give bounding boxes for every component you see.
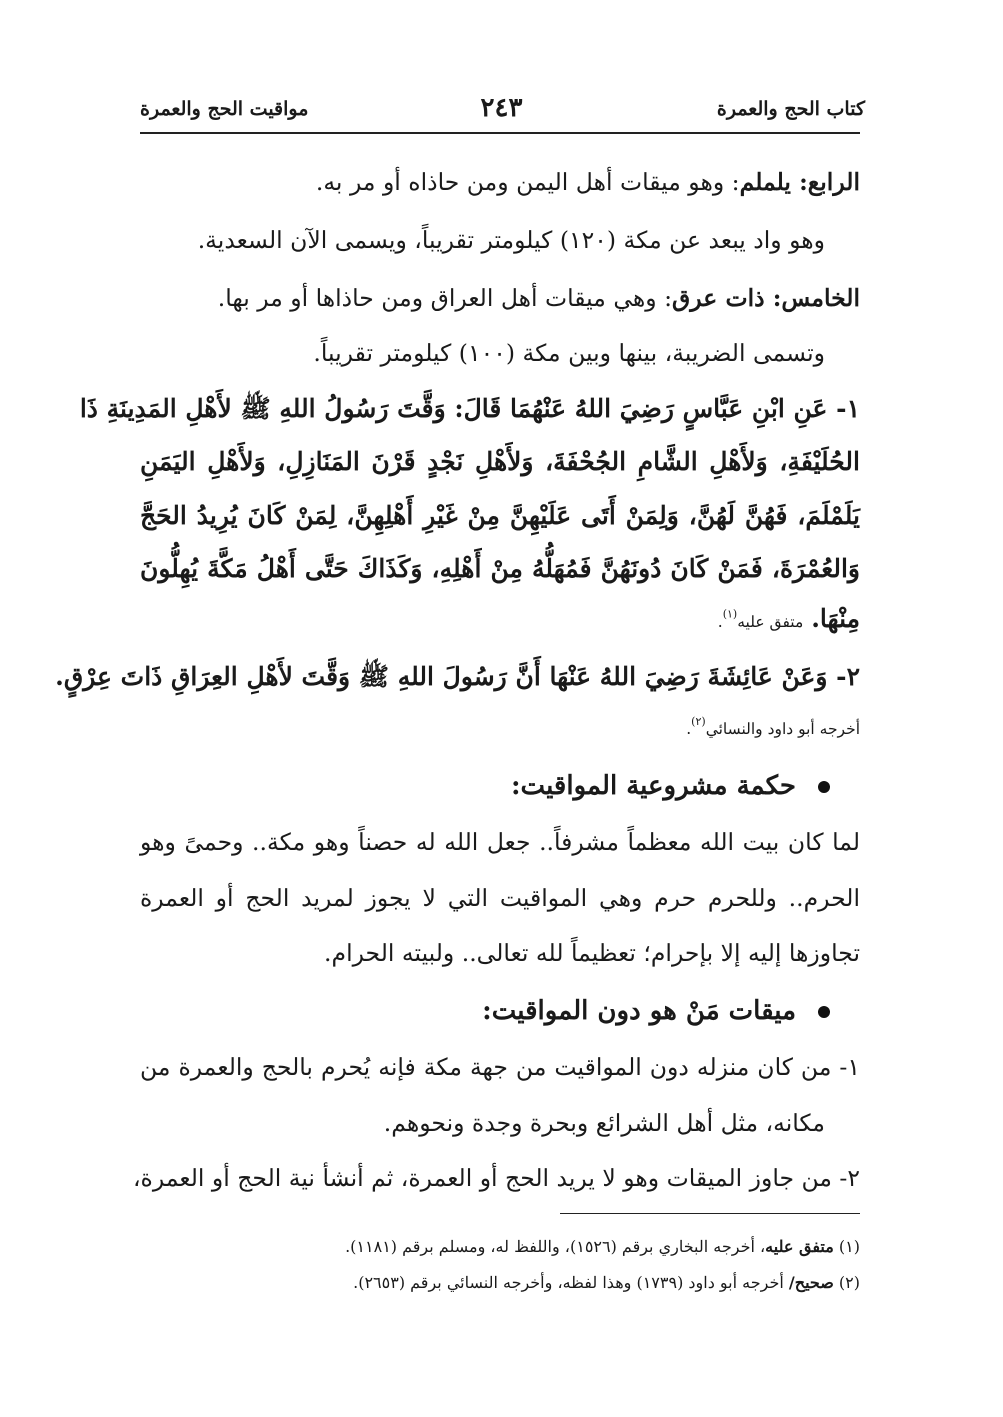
hadith2-line1: ٢- وَعَنْ عَائِشَةَ رَضِيَ اللهُ عَنْهَا أَنَّ رَسُولَ اللهِ ﷺ وَقَّتَ لأَهْلِ العِرَاقِ ذَاتَ عِرْقٍ. (55, 662, 860, 691)
wisdom-line1: لما كان بيت الله معظماً مشرفاً.. جعل الله له حصناً وهو مكة.. وحمىً وهو (140, 828, 860, 856)
paragraph-yalamlam-distance: وهو واد يبعد عن مكة (١٢٠) كيلومتر تقريباً، ويسمى الآن السعدية. (197, 226, 825, 254)
fourth-miqat-text: : وهو ميقات أهل اليمن ومن حاذاه أو مر به. (315, 168, 740, 196)
hadith2-footnote-ref: (٢) (691, 715, 706, 729)
hadith1-source: متفق عليه (737, 613, 804, 631)
hadith1-line2: الحُلَيْفَةِ، وَلأَهْلِ الشَّامِ الجُحْفَةَ، وَلأَهْلِ نَجْدٍ قَرْنَ المَنَازِلِ، وَلأَهْلِ اليَمَنِ (140, 447, 860, 476)
footnote-2-label: صحيح/ (788, 1273, 834, 1292)
page-number: ٢٤٣ (480, 93, 523, 123)
paragraph-fifth-miqat (218, 284, 860, 312)
hadith2-source: أخرجه أبو داود والنسائي (705, 720, 860, 738)
inside-miqat-item1-line2: مكانه، مثل أهل الشرائع وبحرة وجدة ونحوهم. (383, 1109, 825, 1137)
footnote-1-label: متفق عليه (765, 1237, 834, 1256)
section-inside-miqat-title: ميقات مَنْ هو دون المواقيت: (482, 996, 796, 1026)
fifth-miqat-label: الخامس: ذات عرق (672, 284, 860, 312)
footnote-2-text: أخرجه أبو داود (١٧٣٩) وهذا لفظه، وأخرجه النسائي برقم (٢٦٥٣). (353, 1273, 789, 1292)
bullet-icon (818, 1006, 830, 1018)
fifth-miqat-text: : وهي ميقات أهل العراق ومن حاذاها أو مر بها. (217, 284, 673, 312)
hadith2-source-line: أخرجه أبو داود والنسائي$^{(٢)}$. (686, 715, 860, 738)
paragraph-dhat-irq-distance: وتسمى الضريبة، بينها وبين مكة (١٠٠) كيلومتر تقريباً. (313, 339, 825, 367)
hadith1-line4: وَالعُمْرَةَ، فَمَنْ كَانَ دُونَهُنَّ فَمُهَلُّهُ مِنْ أَهْلِهِ، وَكَذَاكَ حَتَّى أَهْلُ مَكَّةَ يُهِلُّونَ (140, 554, 860, 583)
footnote-1-text: ، أخرجه البخاري برقم (١٥٢٦)، واللفظ له، ومسلم برقم (١١٨١). (345, 1237, 766, 1256)
header-book-title: كتاب الحج والعمرة (716, 98, 865, 120)
section-wisdom-heading (511, 771, 860, 801)
hadith1-footnote-ref: (١) (722, 607, 738, 621)
bullet-icon (818, 781, 830, 793)
fourth-miqat-label: الرابع: يلملم (739, 168, 860, 196)
inside-miqat-item2-line1: ٢- من جاوز الميقات وهو لا يريد الحج أو العمرة، ثم أنشأ نية الحج أو العمرة، (132, 1164, 860, 1192)
wisdom-line2: الحرم.. وللحرم حرم وهي المواقيت التي لا يجوز لمريد الحج أو العمرة (140, 884, 860, 912)
section-wisdom-title: حكمة مشروعية المواقيت: (510, 771, 796, 801)
hadith1-line3: يَلَمْلَمَ، فَهُنَّ لَهُنَّ، وَلِمَنْ أَتَى عَلَيْهِنَّ مِنْ غَيْرِ أَهْلِهِنَّ، لِمَنْ كَانَ يُرِيدُ الحَجَّ (140, 501, 860, 530)
hadith1-line1: ١- عَنِ ابْنِ عَبَّاسٍ رَضِيَ اللهُ عَنْهُمَا قَالَ: وَقَّتَ رَسُولُ اللهِ ﷺ لأَهْلِ المَدِينَةِ ذَا (79, 394, 860, 423)
header-divider (140, 132, 860, 134)
hadith1-line5: مِنْهَا. متفق عليه$^{(١)}$. (717, 604, 860, 633)
footnote-1-number: (١) (838, 1237, 860, 1256)
footnote-divider (560, 1213, 860, 1214)
footnote-2 (353, 1273, 860, 1292)
paragraph-fourth-miqat (316, 168, 860, 196)
footnote-2-number: (٢) (838, 1273, 860, 1292)
wisdom-line3: تجاوزها إليه إلا بإحرام؛ تعظيماً لله تعالى.. ولبيته الحرام. (324, 939, 860, 967)
footnote-1 (345, 1237, 860, 1256)
inside-miqat-item1-line1: ١- من كان منزله دون المواقيت من جهة مكة فإنه يُحرم بالحج والعمرة من (140, 1053, 860, 1081)
header-chapter-title: مواقيت الحج والعمرة (140, 98, 309, 120)
section-inside-miqat-heading (482, 996, 860, 1026)
hadith1-end: مِنْهَا. (811, 604, 860, 633)
